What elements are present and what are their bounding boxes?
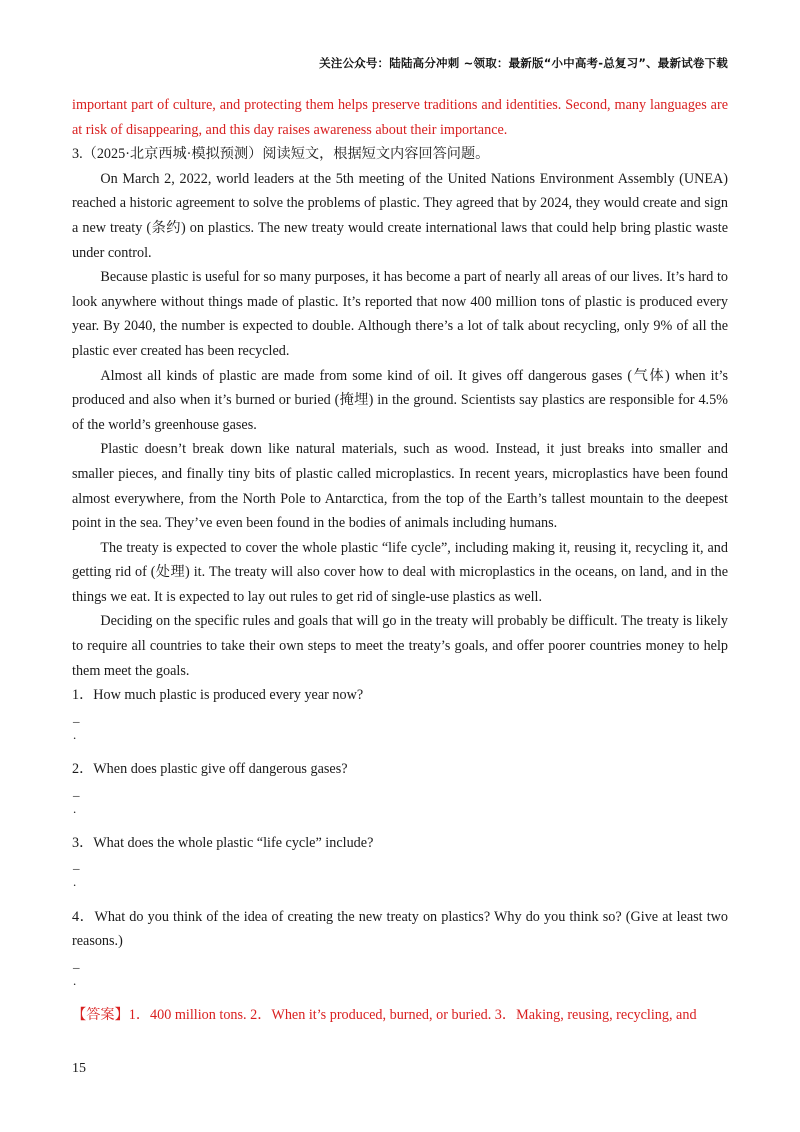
- answer-blank-2[interactable]: [72, 782, 728, 816]
- question-2: 2．When does plastic give off dangerous gases?: [72, 761, 348, 778]
- blank-dot: .: [73, 800, 77, 816]
- passage-paragraph: Almost all kinds of plastic are made from some kind of oil. It gives off dangerous gases (气体) when it’s produced and also when it’s burned or buried (掩埋) in the ground. Scientists say plastics are responsible for 4.5% of the world’s greenhouse gases.: [72, 367, 728, 433]
- answer-blank-4[interactable]: [72, 954, 728, 988]
- passage-paragraph: Deciding on the specific rules and goals that will go in the treaty will probably be difficult. The treaty is likely to require all countries to take their own steps to meet the treaty’s goals, and offer poorer countries money to help them meet the goals.: [72, 613, 728, 679]
- answer-blank-1[interactable]: [72, 708, 728, 742]
- blank-dot: .: [73, 726, 77, 742]
- blank-line: _: [73, 708, 80, 724]
- answer-key: 【答案】1．400 million tons. 2．When it’s produced, burned, or buried. 3．Making, reusing, recycling, and: [72, 1006, 697, 1023]
- question-3: 3．What does the whole plastic “life cycle” include?: [72, 834, 374, 851]
- passage-paragraph: Plastic doesn’t break down like natural materials, such as wood. Instead, it just breaks into smaller and smaller pieces, and finally tiny bits of plastic called microplastics. In recent years, microplastics have been found almost everywhere, from the North Pole to Antarctica, from the top of the Earth’s tallest mountain to the deepest point in the sea. They’ve even been found in the bodies of animals including humans.: [72, 441, 728, 532]
- answer-blank-3[interactable]: [72, 855, 728, 890]
- blank-line: _: [73, 954, 80, 970]
- passage-paragraph: On March 2, 2022, world leaders at the 5th meeting of the United Nations Environment Assembly (UNEA) reached a historic agreement to solve the problems of plastic. They agreed that by 2024, they would create and sign a new treaty (条约) on plastics. The new treaty would create international laws that could help bring plastic waste under control.: [72, 170, 728, 261]
- blank-dot: .: [73, 972, 77, 988]
- passage-paragraph: Because plastic is useful for so many purposes, it has become a part of nearly all areas of our lives. It’s hard to look anywhere without things made of plastic. It’s reported that now 400 million tons of plastic is produced every year. By 2040, the number is expected to double. Although there’s a lot of talk about recycling, only 9% of all the plastic ever created has been recycled.: [72, 269, 728, 359]
- question-1: 1．How much plastic is produced every year now?: [72, 687, 364, 704]
- blank-line: _: [73, 782, 80, 798]
- blank-line: _: [73, 856, 80, 872]
- blank-dot: .: [73, 874, 77, 890]
- passage-paragraph: The treaty is expected to cover the whole plastic “life cycle”, including making it, reusing it, recycling it, and getting rid of (处理) it. The treaty will also cover how to deal with microplastics in the oceans, on land, and in the things we eat. It is expected to lay out rules to get rid of single-use plastics as well.: [72, 539, 728, 605]
- page-header: 关注公众号：陆陆高分冲刺 ~领取：最新版“小中高考-总复习”、最新试卷下载: [319, 56, 728, 70]
- page-content: [72, 93, 728, 1028]
- question-intro: 3.（2025·北京西城·模拟预测）阅读短文，根据短文内容回答问题。: [72, 146, 490, 163]
- question-4: 4．What do you think of the idea of creating the new treaty on plastics? Why do you think so? (Give at least two reasons.): [72, 908, 728, 950]
- previous-answer-continued: important part of culture, and protecting them helps preserve traditions and identities. Second, many languages are at risk of disappearing, and this day raises awareness about their importance.: [72, 97, 728, 138]
- page-number: 15: [72, 1061, 86, 1076]
